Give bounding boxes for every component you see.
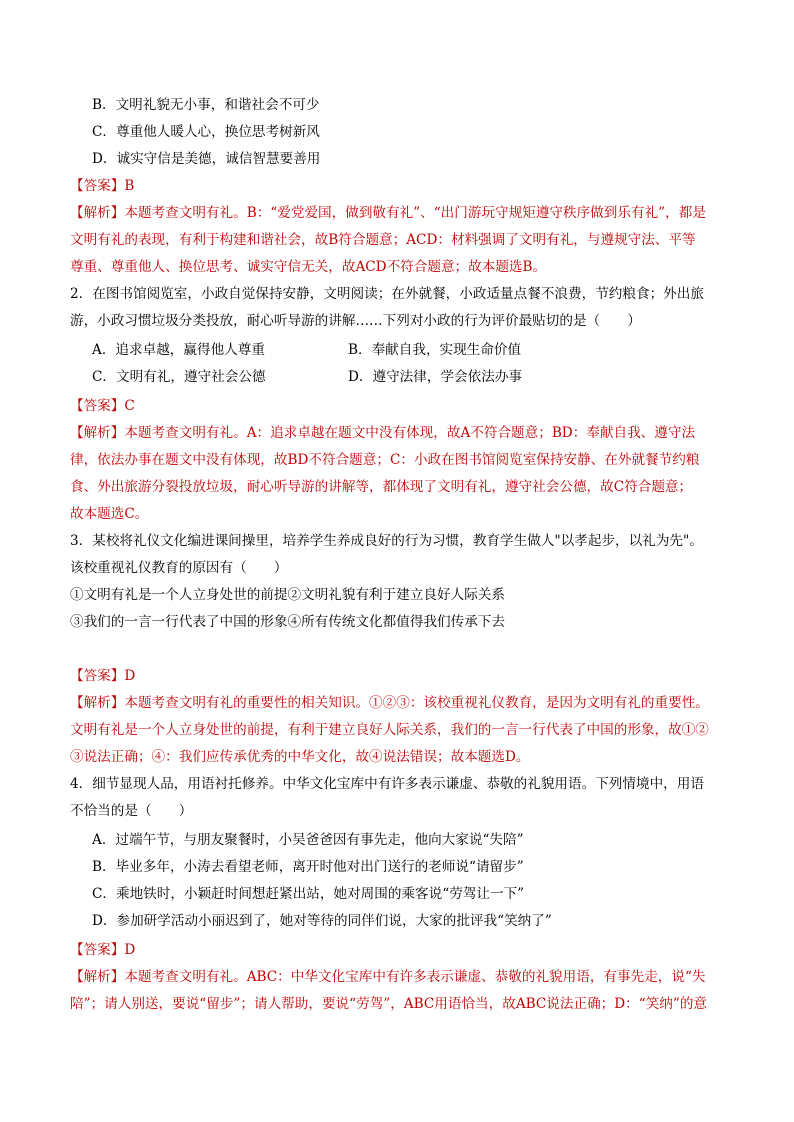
q1-analysis-line: 尊重、尊重他人、换位思考、诚实守信无关，故ACD不符合题意；故本题选B。 — [70, 259, 547, 275]
q3-stem-line: 该校重视礼仪教育的原因有（ ） — [70, 560, 288, 576]
q2-option-b: B．奉献自我，实现生命价值 — [348, 342, 522, 358]
q4-stem-line: 不恰当的是（ ） — [70, 803, 193, 819]
q1-option-d: D．诚实守信是美德，诚信智慧要善用 — [92, 151, 321, 167]
q4-analysis-line: 【解析】本题考查文明有礼。ABC：中华文化宝库中有许多表示谦虚、恭敬的礼貌用语，有事先走，说“失 — [70, 969, 706, 985]
q4-option-b: B．毕业多年，小涛去看望老师，离开时他对出门送行的老师说“请留步” — [92, 859, 524, 875]
q3-stem-line: 3．某校将礼仪文化编进课间操里，培养学生养成良好的行为习惯，教育学生做人"以孝起步，以礼为先"。 — [70, 533, 703, 549]
q2-stem-line: 2．在图书馆阅览室，小政自觉保持安静，文明阅读；在外就餐，小政适量点餐不浪费，节约粮食；外出旅 — [70, 286, 704, 302]
q2-answer: 【答案】C — [70, 398, 135, 414]
q3-analysis-line: ③说法正确；④：我们应传承优秀的中华文化，故④说法错误；故本题选D。 — [70, 749, 530, 765]
q4-option-a: A．过端午节，与朋友聚餐时，小吴爸爸因有事先走，他向大家说“失陪” — [92, 832, 524, 848]
q3-analysis-line: 【解析】本题考查文明有礼的重要性的相关知识。①②③：该校重视礼仪教育，是因为文明有礼的重要性。 — [70, 695, 709, 711]
q4-option-d: D．参加研学活动小丽迟到了，她对等待的同伴们说，大家的批评我“笑纳了” — [92, 913, 552, 929]
q2-option-a: A．追求卓越，赢得他人尊重 — [92, 342, 265, 358]
q1-analysis-line: 【解析】本题考查文明有礼。B：“爱党爱国，做到敬有礼”、“出门游玩守规矩遵守秩序做到乐有礼”，都是 — [70, 205, 706, 221]
q2-option-d: D．遵守法律，学会依法办事 — [348, 369, 523, 385]
q3-answer: 【答案】D — [70, 668, 136, 684]
q3-analysis-line: 文明有礼是一个人立身处世的前提，有利于建立良好人际关系，我们的一言一行代表了中国的形象，故①② — [70, 722, 709, 738]
q2-option-c: C．文明有礼，遵守社会公德 — [92, 369, 266, 385]
q1-option-b: B．文明礼貌无小事，和谐社会不可少 — [92, 97, 320, 113]
q2-analysis-line: 食、外出旅游分裂投放垃圾，耐心听导游的讲解等，都体现了文明有礼，遵守社会公德，故C符合题意； — [70, 479, 693, 495]
q3-statement-line: ③我们的一言一行代表了中国的形象④所有传统文化都值得我们传承下去 — [70, 614, 505, 630]
q2-options-row — [92, 341, 752, 359]
q2-analysis-line: 【解析】本题考查文明有礼。A：追求卓越在题文中没有体现，故A不符合题意；BD：奉献自我、遵守法 — [70, 425, 696, 441]
q4-option-c: C．乘地铁时，小颖赶时间想赶紧出站，她对周围的乘客说“劳驾让一下” — [92, 886, 525, 902]
q2-analysis-line: 律，依法办事在题文中没有体现，故BD不符合题意；C：小政在图书馆阅览室保持安静、在外就餐节约粮 — [70, 452, 700, 468]
q2-analysis-line: 故本题选C。 — [70, 506, 149, 522]
q1-analysis-line: 文明有礼的表现，有利于构建和谐社会，故B符合题意；ACD：材料强调了文明有礼，与遵规守法、平等 — [70, 232, 696, 248]
q1-answer: 【答案】B — [70, 178, 135, 194]
q1-option-c: C．尊重他人暖人心，换位思考树新风 — [92, 124, 320, 140]
q4-stem-line: 4．细节显现人品，用语衬托修养。中华文化宝库中有许多表示谦虚、恭敬的礼貌用语。下列情境中，用语 — [70, 776, 704, 792]
q2-options-row — [92, 368, 752, 386]
q4-answer: 【答案】D — [70, 942, 136, 958]
q2-stem-line: 游，小政习惯垃圾分类投放，耐心听导游的讲解……下列对小政的行为评价最贴切的是（ ） — [70, 313, 641, 329]
q3-statement-line: ①文明有礼是一个人立身处世的前提②文明礼貌有利于建立良好人际关系 — [70, 587, 505, 603]
q4-analysis-line: 陪”；请人别送，要说“留步”；请人帮助，要说“劳驾”，ABC用语恰当，故ABC说法正确；D：“笑纳”的意 — [70, 996, 708, 1012]
